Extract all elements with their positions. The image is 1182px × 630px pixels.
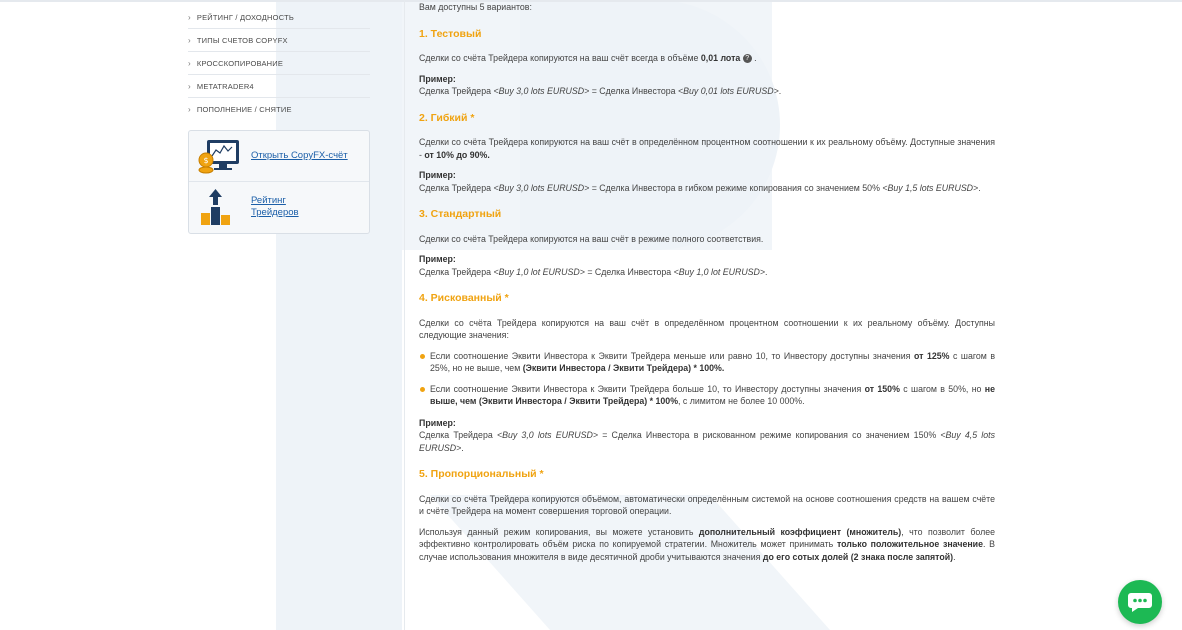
example-standard: Пример: Сделка Трейдера <Buy 1,0 lot EURUSD> = Сделка Инвестора <Buy 1,0 lot EURUSD>.: [419, 254, 768, 277]
rating-podium-icon: [197, 187, 241, 227]
chevron-right-icon: ›: [188, 12, 191, 22]
section-title-test: 1. Тестовый: [419, 27, 482, 40]
sidebar-item-label: ТИПЫ СЧЕТОВ COPYFX: [196, 35, 288, 45]
traders-rating-line1: Рейтинг: [251, 195, 286, 206]
sidebar-menu: [188, 6, 370, 120]
sidebar-item-deposit-withdraw[interactable]: [188, 98, 370, 120]
rating-row[interactable]: [189, 181, 369, 232]
traders-rating-line2: Трейдеров: [251, 207, 299, 218]
sidebar-item-label: METATRADER4: [196, 81, 254, 91]
chevron-right-icon: ›: [188, 81, 191, 91]
section-text-standard: Сделки со счёта Трейдера копируются на ваш счёт в режиме полного соответствия.: [419, 233, 764, 244]
section-title-standard: 3. Стандартный: [419, 208, 502, 220]
help-icon[interactable]: ?: [743, 54, 752, 63]
sidebar-item-metatrader4[interactable]: [188, 75, 370, 98]
chevron-right-icon: ›: [188, 35, 191, 45]
promo-box: [188, 130, 370, 234]
example-flexible: Пример: Сделка Трейдера <Buy 3,0 lots EURUSD> = Сделка Инвестора в гибком режиме копирования со значением 50% <Buy 1,5 lots EURUSD>.: [419, 170, 981, 193]
bullet-icon: [420, 354, 425, 359]
section-title-risky: 4. Рискованный *: [419, 292, 509, 304]
monitor-coins-icon: [197, 136, 241, 176]
sidebar-item-rating[interactable]: [188, 6, 370, 29]
traders-rating-link[interactable]: [251, 195, 299, 219]
sidebar-item-label: РЕЙТИНГ / ДОХОДНОСТЬ: [196, 12, 294, 22]
section-text-test: Сделки со счёта Трейдера копируются на ваш счёт всегда в объёме 0,01 лота ? .: [419, 53, 757, 63]
section-title-proportional: 5. Пропорциональный *: [419, 468, 544, 480]
svg-text:$: $: [203, 156, 209, 165]
chat-icon: [1127, 590, 1153, 614]
chat-button[interactable]: [1118, 580, 1162, 624]
section-text-risky: Сделки со счёта Трейдера копируются на ваш счёт в определённом процентном соотношении к их реальному объёму. Доступны следующие значения:: [419, 317, 995, 340]
open-account-row[interactable]: [189, 131, 369, 181]
example-test: Пример: Сделка Трейдера <Buy 3,0 lots EURUSD> = Сделка Инвестора <Buy 0,01 lots EURUSD>.: [419, 73, 782, 96]
chevron-right-icon: ›: [188, 104, 191, 114]
sidebar-item-crosscopy[interactable]: [188, 52, 370, 75]
list-item: Если соотношение Эквити Инвестора к Эквити Трейдера больше 10, то Инвестору доступны значения от 150% с шагом в 50%, но не выше, чем (Эквити Инвестора / Эквити Трейдера) * 100%, с лимитом не более 10 000%.: [419, 383, 995, 408]
risky-conditions-list: [419, 350, 995, 408]
sidebar-item-label: ПОПОЛНЕНИЕ / СНЯТИЕ: [196, 104, 292, 114]
list-item: Если соотношение Эквити Инвестора к Эквити Трейдера меньше или равно 10, то Инвестору доступны значения от 125% с шагом в 25%, но не выше, чем (Эквити Инвестора / Эквити Трейдера) * 100%.: [419, 350, 995, 375]
sidebar-item-label: КРОССКОПИРОВАНИЕ: [196, 58, 284, 68]
intro-text: Вам доступны 5 вариантов:: [419, 2, 532, 12]
section-text-proportional: Сделки со счёта Трейдера копируются объёмом, автоматически определённым системой на основе соотношения средств на вашем счёте и счёте Трейдера на момент совершения торговой операции.: [419, 493, 995, 516]
section-text-multiplier: Используя данный режим копирования, вы можете установить дополнительный коэффициент (множитель), что позволит более эффективно контролировать объём риска по копируемой стратегии. Множитель может принимать только положительное значение. В случае использования множителя в виде десятичной дроби учитываются значения до его сотых долей (2 знака после запятой).: [419, 526, 995, 562]
section-text-flexible: Сделки со счёта Трейдера копируются на ваш счёт в определённом процентном соотношении к их реальному объёму. Доступные значения - от 10% до 90%.: [419, 137, 995, 160]
main-content: [404, 0, 1004, 630]
chevron-right-icon: ›: [188, 58, 191, 68]
bullet-icon: [420, 387, 425, 392]
example-risky: Пример: Сделка Трейдера <Buy 3,0 lots EURUSD> = Сделка Инвестора в рискованном режиме копирования со значением 150% <Buy 4,5 lots EURUSD>.: [419, 417, 995, 453]
section-title-flexible: 2. Гибкий *: [419, 111, 475, 124]
sidebar-item-account-types[interactable]: [188, 29, 370, 52]
open-account-link[interactable]: Открыть CopyFX-счёт: [251, 150, 348, 161]
